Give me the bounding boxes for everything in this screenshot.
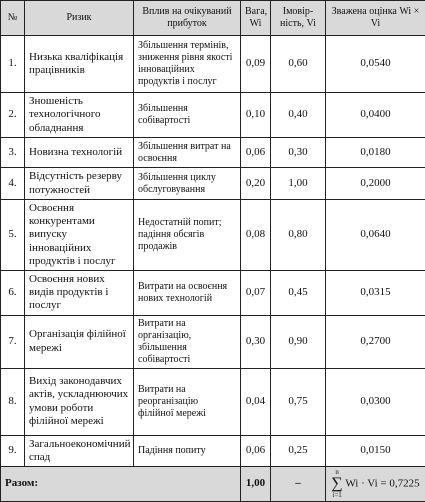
total-weight: 1,00 (241, 466, 271, 501)
sigma-lower-limit: i=1 (332, 492, 341, 499)
row-probability: 0,90 (271, 315, 326, 368)
sigma-upper-limit: n (335, 469, 339, 476)
table-row (1, 138, 425, 168)
total-formula (326, 466, 425, 501)
row-weight: 0,07 (241, 270, 271, 315)
header-row (1, 1, 425, 36)
row-risk: Низька кваліфікація працівників (25, 36, 134, 93)
header-weight: Вага, Wi (241, 1, 271, 36)
row-weight: 0,30 (241, 315, 271, 368)
row-risk: Організація філійної мережі (25, 315, 134, 368)
row-influence: Збільшення витрат на освоєння (134, 138, 241, 168)
row-score: 0,0150 (326, 435, 425, 466)
row-weight: 0,06 (241, 435, 271, 466)
row-probability: 1,00 (271, 168, 326, 200)
row-num: 3. (1, 138, 25, 168)
header-influence: Вплив на очікуваний прибуток (134, 1, 241, 36)
row-num: 4. (1, 168, 25, 200)
row-risk: Вихід законодавчих актів, ускладнюючих умови роботи філійної мережі (25, 368, 134, 435)
row-num: 9. (1, 435, 25, 466)
row-probability: 0,40 (271, 93, 326, 138)
row-score: 0,0640 (326, 200, 425, 271)
row-probability: 0,30 (271, 138, 326, 168)
table-row (1, 270, 425, 315)
row-influence: Збільшення циклу обслуговування (134, 168, 241, 200)
row-score: 0,2000 (326, 168, 425, 200)
table-row (1, 435, 425, 466)
row-probability: 0,25 (271, 435, 326, 466)
table-row (1, 200, 425, 271)
row-risk: Загальноекономічний спад (25, 435, 134, 466)
row-risk: Освоєння конкурентами випуску інноваційних продуктів і послуг (25, 200, 134, 271)
row-score: 0,0300 (326, 368, 425, 435)
row-probability: 0,45 (271, 270, 326, 315)
row-influence: Збільшення термінів, зниження рівня якості інноваційних продуктів і послуг (134, 36, 241, 93)
row-weight: 0,04 (241, 368, 271, 435)
row-score: 0,2700 (326, 315, 425, 368)
row-influence: Збільшення собівартості (134, 93, 241, 138)
row-risk: Відсутність резерву потужностей (25, 168, 134, 200)
row-weight: 0,08 (241, 200, 271, 271)
row-probability: 0,75 (271, 368, 326, 435)
total-label: Разом: (1, 466, 241, 501)
row-risk: Зношеність технологічного обладнання (25, 93, 134, 138)
table-row (1, 315, 425, 368)
row-risk: Освоєння нових видів продуктів і послуг (25, 270, 134, 315)
table-row (1, 368, 425, 435)
row-risk: Новизна технологій (25, 138, 134, 168)
total-row (1, 466, 425, 501)
header-probability: Імовір-ність, Vi (271, 1, 326, 36)
row-weight: 0,09 (241, 36, 271, 93)
row-probability: 0,60 (271, 36, 326, 93)
row-probability: 0,80 (271, 200, 326, 271)
row-num: 5. (1, 200, 25, 271)
row-weight: 0,10 (241, 93, 271, 138)
row-num: 8. (1, 368, 25, 435)
sigma-icon: ∑ (331, 476, 342, 492)
row-num: 1. (1, 36, 25, 93)
row-num: 7. (1, 315, 25, 368)
row-num: 6. (1, 270, 25, 315)
row-score: 0,0400 (326, 93, 425, 138)
row-score: 0,0540 (326, 36, 425, 93)
table-row (1, 93, 425, 138)
row-influence: Витрати на освоєння нових технологій (134, 270, 241, 315)
row-num: 2. (1, 93, 25, 138)
total-probability: – (271, 466, 326, 501)
row-influence: Падіння попиту (134, 435, 241, 466)
total-formula-text: Wi · Vi = 0,7225 (345, 477, 419, 489)
row-weight: 0,20 (241, 168, 271, 200)
row-influence: Недостатній попит; падіння обсягів продажів (134, 200, 241, 271)
header-num: № (1, 1, 25, 36)
table-row (1, 168, 425, 200)
row-influence: Витрати на реорганізацію філійної мережі (134, 368, 241, 435)
row-score: 0,0315 (326, 270, 425, 315)
header-weighted: Зважена оцінка Wi × Vi (326, 1, 425, 36)
row-weight: 0,06 (241, 138, 271, 168)
table-row (1, 36, 425, 93)
header-risk: Ризик (25, 1, 134, 36)
row-influence: Витрати на організацію, збільшення собівартості (134, 315, 241, 368)
row-score: 0,0180 (326, 138, 425, 168)
